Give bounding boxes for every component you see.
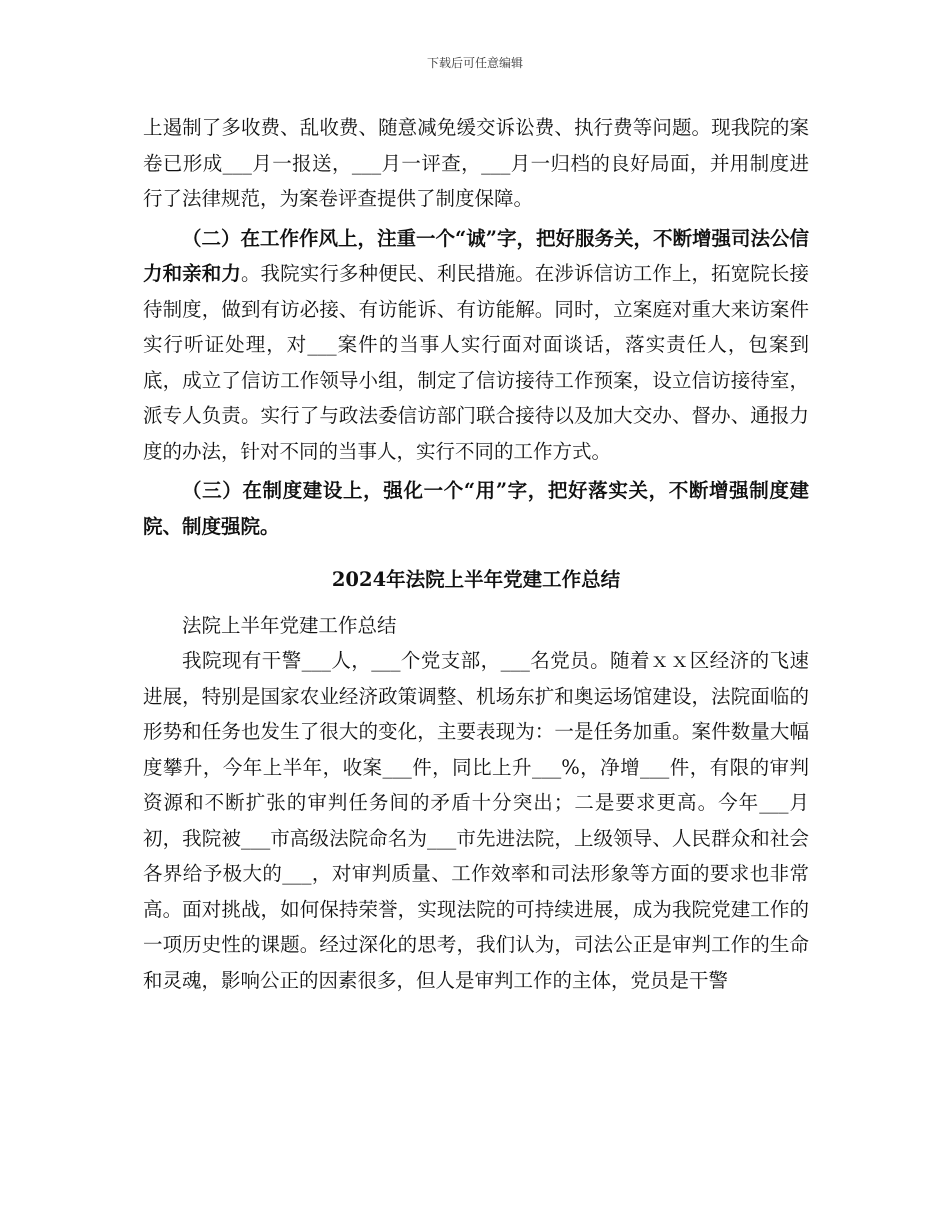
paragraph-4: 我院现有干警___人，___个党支部，___名党员。随着ｘｘ区经济的飞速进展，特别是国家农业经济政策调整、机场东扩和奥运场馆建设，法院面临的形势和任务也发生了很大的变化，主要表现为：一是任务加重。案件数量大幅度攀升，今年上半年，收案___件，同比上升___%，净增___件，有限的审判资源和不断扩张的审判任务间的矛盾十分突出；二是要求更高。今年___月初，我院被___市高级法院命名为___市先进法院，上级领导、人民群众和社会各界给予极大的___，对审判质量、工作效率和司法形象等方面的要求也非常高。面对挑战，如何保持荣誉，实现法院的可持续进展，成为我院党建工作的一项历史性的课题。经过深化的思考，我们认为，司法公正是审判工作的生命和灵魂，影响公正的因素很多，但人是审判工作的主体，党员是干警	[143, 649, 809, 992]
section-heading-3: （三）在制度建设上，强化一个“用”字，把好落实关，不断增强制度建院、制度强院。	[143, 479, 809, 538]
paragraph-2	[143, 221, 809, 470]
paragraph-1: 上遏制了多收费、乱收费、随意减免缓交诉讼费、执行费等问题。现我院的案卷已形成___月一报送，___月一评查，___月一归档的良好局面，并用制度进行了法律规范，为案卷评查提供了制度保障。	[143, 116, 809, 210]
document-body	[143, 110, 809, 998]
page-header: 下载后可任意编辑	[426, 56, 523, 70]
document-title: 2024年法院上半年党建工作总结	[331, 568, 621, 591]
section-heading-2: （二）在工作作风上，注重一个“诚”字，把好服务关，不断增强司法公信力和亲和力	[143, 226, 809, 285]
paragraph-2-body: 。我院实行多种便民、利民措施。在涉诉信访工作上，拓宽院长接待制度，做到有访必接、有访能诉、有访能解。同时，立案庭对重大来访案件实行听证处理，对___案件的当事人实行面对面谈话，落实责任人，包案到底，成立了信访工作领导小组，制定了信访接待工作预案，设立信访接待室，派专人负责。实行了与政法委信访部门联合接待以及加大交办、督办、通报力度的办法，针对不同的当事人，实行不同的工作方式。	[143, 262, 809, 463]
document-subtitle: 法院上半年党建工作总结	[182, 613, 397, 637]
